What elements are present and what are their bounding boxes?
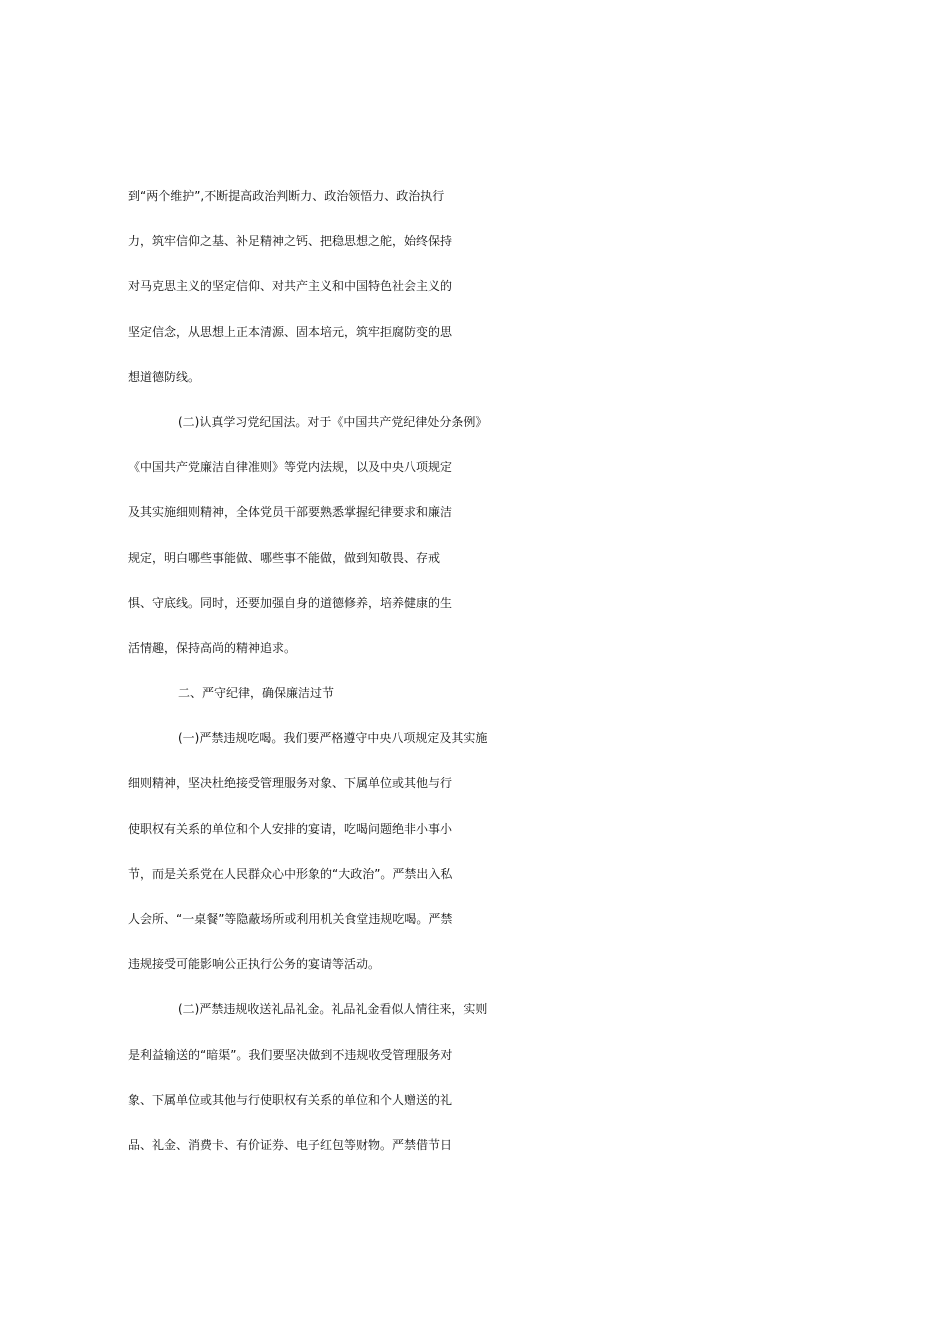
text-line: 是利益输送的“暗渠”。我们要坚决做到不违规收受管理服务对: [128, 1047, 453, 1062]
text-line: 品、礼金、消费卡、有价证券、电子红包等财物。严禁借节日: [128, 1137, 453, 1152]
text-line: 及其实施细则精神，全体党员干部要熟悉掌握纪律要求和廉洁: [128, 505, 453, 520]
document-body-text: [128, 174, 848, 1168]
text-line: 对马克思主义的坚定信仰、对共产主义和中国特色社会主义的: [128, 279, 453, 294]
text-line: 惧、守底线。同时，还要加强自身的道德修养，培养健康的生: [128, 595, 453, 610]
text-line: 规定，明白哪些事能做、哪些事不能做，做到知敬畏、存戒: [128, 550, 441, 565]
text-line: (一)严禁违规吃喝。我们要严格遵守中央八项规定及其实施: [178, 731, 488, 746]
text-line: 人会所、“一桌餐”等隐蔽场所或利用机关食堂违规吃喝。严禁: [128, 912, 453, 926]
text-line: (二)严禁违规收送礼品礼金。礼品礼金看似人情往来，实则: [178, 1002, 488, 1017]
text-line: 力，筑牢信仰之基、补足精神之钙、把稳思想之舵，始终保持: [128, 234, 453, 249]
text-line: 到“两个维护”,不断提高政治判断力、政治领悟力、政治执行: [128, 189, 445, 203]
text-line: 违规接受可能影响公正执行公务的宴请等活动。: [128, 957, 381, 972]
text-line: (二)认真学习党纪国法。对于《中国共产党纪律处分条例》: [178, 414, 488, 429]
text-line: 象、下属单位或其他与行使职权有关系的单位和个人赠送的礼: [128, 1092, 453, 1107]
text-line: 二、严守纪律，确保廉洁过节: [178, 686, 335, 701]
text-line: 《中国共产党廉洁自律准则》等党内法规，以及中央八项规定: [128, 460, 453, 475]
text-line: 节，而是关系党在人民群众心中形象的“大政治”。严禁出入私: [128, 866, 453, 881]
text-line: 细则精神，坚决杜绝接受管理服务对象、下属单位或其他与行: [128, 776, 453, 791]
text-line: 坚定信念，从思想上正本清源、固本培元，筑牢拒腐防变的思: [128, 324, 453, 339]
text-line: 想道德防线。: [128, 369, 201, 384]
text-line: 活情趣，保持高尚的精神追求。: [128, 640, 297, 655]
text-line: 使职权有关系的单位和个人安排的宴请，吃喝问题绝非小事小: [128, 821, 453, 836]
